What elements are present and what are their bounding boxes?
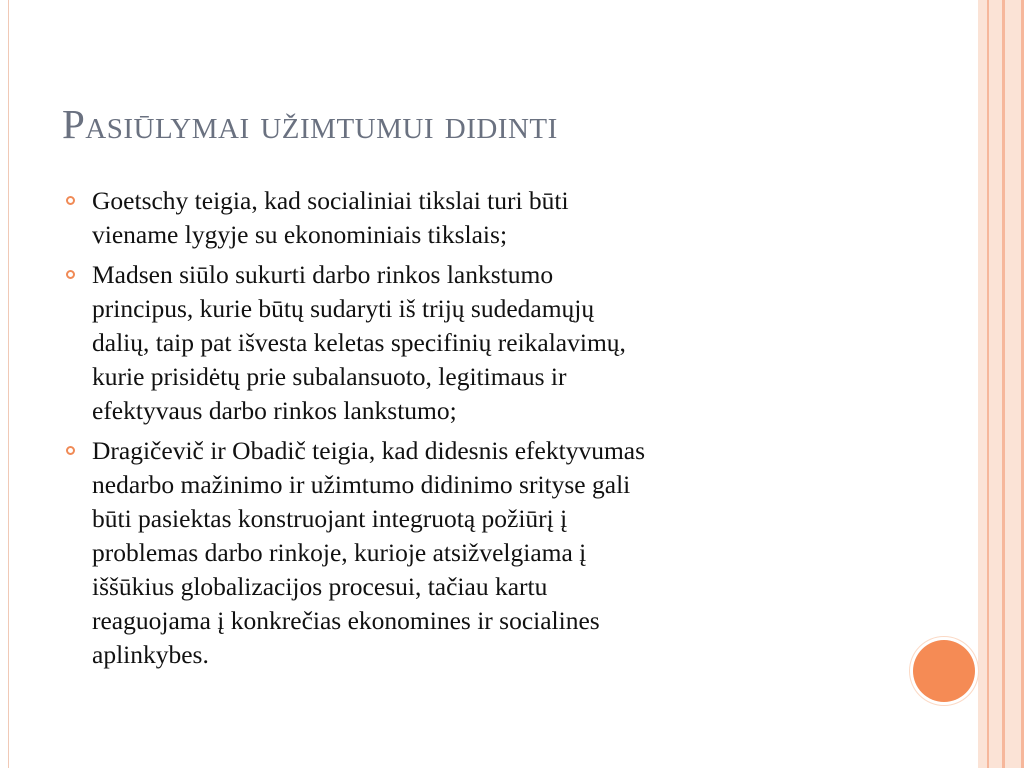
slide-title: Pasiūlymai užimtumui didinti — [62, 101, 558, 147]
bullet-line: iššūkius globalizacijos procesui, tačiau kartu — [92, 572, 548, 601]
bullet-line: dalių, taip pat išvesta keletas specifinių reikalavimų, — [92, 328, 626, 357]
bullet-circle-icon — [66, 196, 75, 205]
bullet-text — [92, 258, 884, 428]
bullet-circle-icon — [66, 270, 75, 279]
bullet-line: reaguojama į konkrečias ekonomines ir socialines — [92, 606, 600, 635]
bullet-list — [64, 184, 884, 678]
bullet-item — [64, 434, 884, 672]
bullet-text — [92, 184, 884, 252]
bullet-line: viename lygyje su ekonominiais tikslais; — [92, 220, 508, 249]
bullet-line: efektyvaus darbo rinkos lankstumo; — [92, 396, 457, 425]
bullet-line: Dragičevič ir Obadič teigia, kad didesnis efektyvumas — [92, 436, 646, 465]
stripe — [978, 0, 987, 768]
right-decorative-stripes — [978, 0, 1024, 768]
bullet-line: Madsen siūlo sukurti darbo rinkos lankstumo — [92, 260, 554, 289]
bullet-line: principus, kurie būtų sudaryti iš trijų sudedamųjų — [92, 294, 595, 323]
bullet-line: būti pasiektas konstruojant integruotą požiūrį į — [92, 504, 568, 533]
bullet-item — [64, 258, 884, 428]
bullet-line: aplinkybes. — [92, 640, 209, 669]
bullet-line: Goetschy teigia, kad socialiniai tikslai turi būti — [92, 186, 569, 215]
stripe — [989, 0, 1002, 768]
bullet-line: kurie prisidėtų prie subalansuoto, legitimaus ir — [92, 362, 567, 391]
bullet-circle-icon — [66, 446, 75, 455]
bullet-line: nedarbo mažinimo ir užimtumo didinimo srityse gali — [92, 470, 631, 499]
decorative-circle — [913, 640, 975, 702]
left-border-line — [8, 0, 9, 768]
bullet-text — [92, 434, 884, 672]
bullet-line: problemas darbo rinkoje, kurioje atsižvelgiama į — [92, 538, 587, 567]
bullet-item — [64, 184, 884, 252]
